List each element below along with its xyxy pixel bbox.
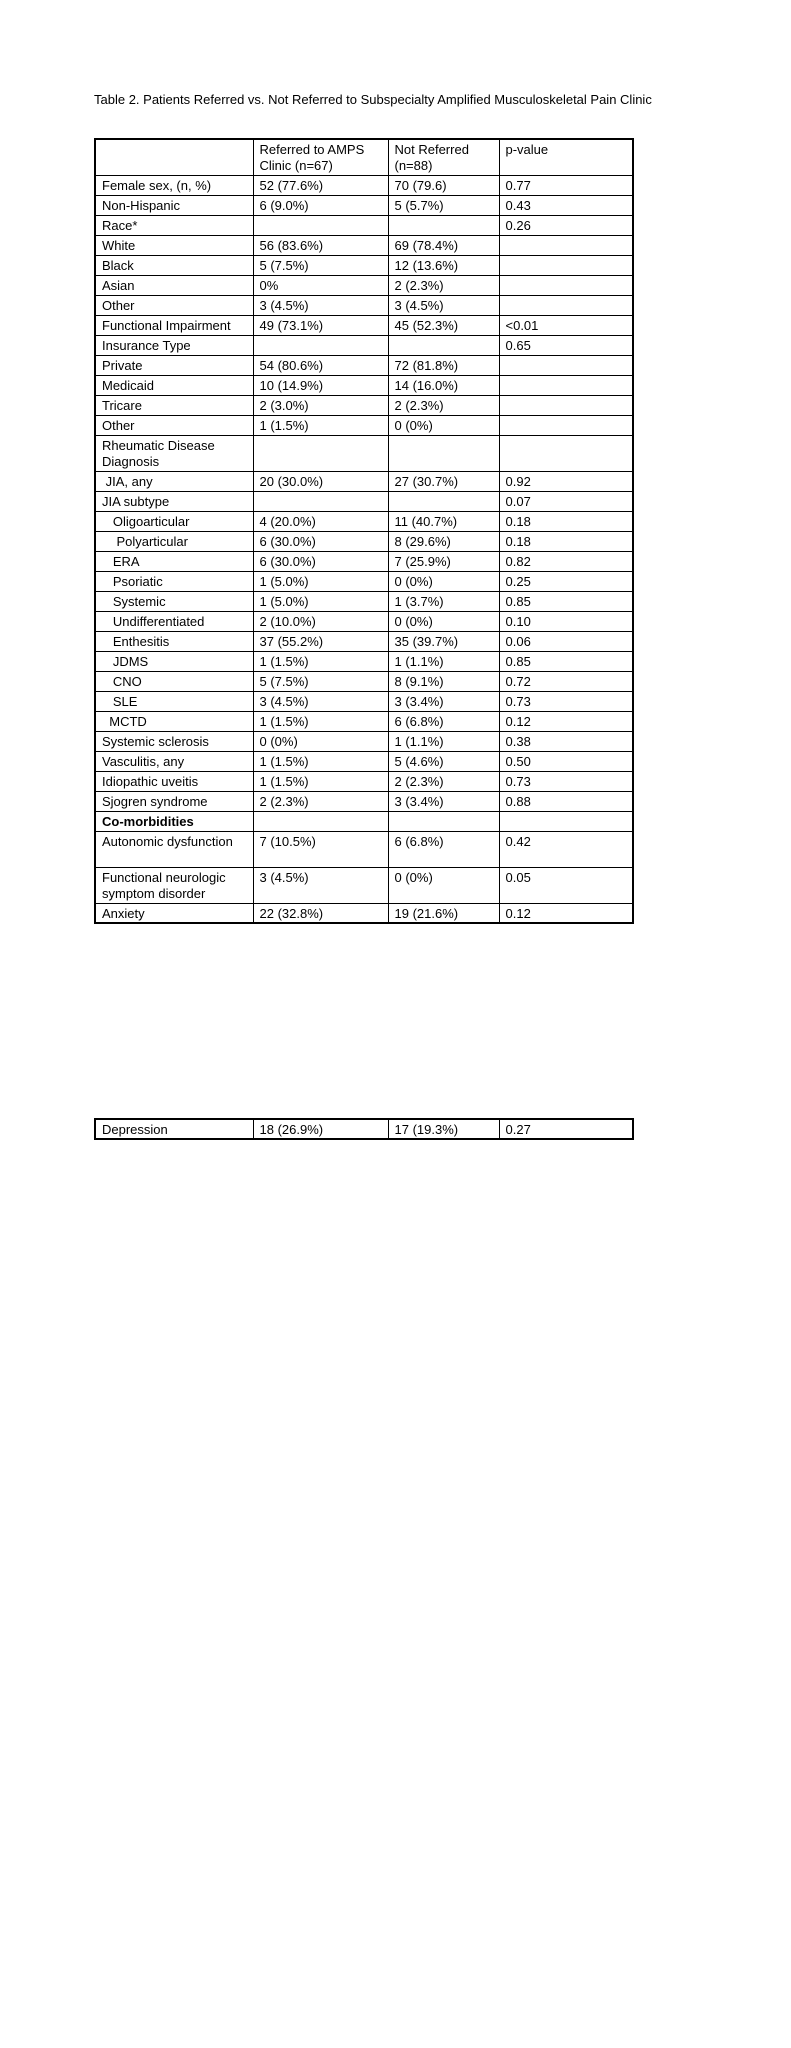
value-cell bbox=[388, 215, 499, 235]
table-row bbox=[95, 435, 633, 471]
row-label-cell: ERA bbox=[95, 551, 253, 571]
value-cell: 2 (10.0%) bbox=[253, 611, 388, 631]
row-label-cell: Oligoarticular bbox=[95, 511, 253, 531]
value-cell bbox=[499, 415, 633, 435]
value-cell: 0.06 bbox=[499, 631, 633, 651]
row-label-cell: Systemic sclerosis bbox=[95, 731, 253, 751]
value-cell: 6 (30.0%) bbox=[253, 531, 388, 551]
row-label-cell: Psoriatic bbox=[95, 571, 253, 591]
table-row bbox=[95, 867, 633, 903]
value-cell: 0.18 bbox=[499, 511, 633, 531]
value-cell: 1 (1.5%) bbox=[253, 415, 388, 435]
value-cell: 0.88 bbox=[499, 791, 633, 811]
value-cell: 0 (0%) bbox=[388, 611, 499, 631]
value-cell bbox=[499, 295, 633, 315]
table-row bbox=[95, 531, 633, 551]
table-row bbox=[95, 415, 633, 435]
table-row bbox=[95, 551, 633, 571]
value-cell bbox=[499, 355, 633, 375]
table-row bbox=[95, 315, 633, 335]
table-row bbox=[95, 235, 633, 255]
value-cell: 0.07 bbox=[499, 491, 633, 511]
value-cell: 0.82 bbox=[499, 551, 633, 571]
value-cell: 1 (1.5%) bbox=[253, 771, 388, 791]
table-row bbox=[95, 355, 633, 375]
value-cell: 0.65 bbox=[499, 335, 633, 355]
value-cell: 8 (9.1%) bbox=[388, 671, 499, 691]
row-label-cell: JIA subtype bbox=[95, 491, 253, 511]
value-cell: 0.10 bbox=[499, 611, 633, 631]
value-cell bbox=[253, 491, 388, 511]
table-row bbox=[95, 175, 633, 195]
row-label-cell: Non-Hispanic bbox=[95, 195, 253, 215]
value-cell: 0.12 bbox=[499, 711, 633, 731]
header-cell bbox=[95, 139, 253, 175]
value-cell: 6 (30.0%) bbox=[253, 551, 388, 571]
table-row bbox=[95, 771, 633, 791]
table-header-row bbox=[95, 139, 633, 175]
value-cell: 45 (52.3%) bbox=[388, 315, 499, 335]
row-label-cell: JDMS bbox=[95, 651, 253, 671]
value-cell: 72 (81.8%) bbox=[388, 355, 499, 375]
value-cell: 17 (19.3%) bbox=[388, 1119, 499, 1139]
value-cell: 20 (30.0%) bbox=[253, 471, 388, 491]
row-label-cell: Asian bbox=[95, 275, 253, 295]
header-cell: Referred to AMPS Clinic (n=67) bbox=[253, 139, 388, 175]
value-cell: 6 (6.8%) bbox=[388, 711, 499, 731]
value-cell bbox=[499, 811, 633, 831]
value-cell: 37 (55.2%) bbox=[253, 631, 388, 651]
row-label-cell: Functional Impairment bbox=[95, 315, 253, 335]
value-cell: 3 (3.4%) bbox=[388, 691, 499, 711]
row-label-cell: Undifferentiated bbox=[95, 611, 253, 631]
table-row bbox=[95, 791, 633, 811]
value-cell: 54 (80.6%) bbox=[253, 355, 388, 375]
value-cell: 5 (7.5%) bbox=[253, 671, 388, 691]
value-cell: 5 (7.5%) bbox=[253, 255, 388, 275]
row-label-cell: Depression bbox=[95, 1119, 253, 1139]
value-cell: 3 (4.5%) bbox=[253, 691, 388, 711]
value-cell bbox=[253, 435, 388, 471]
table-row bbox=[95, 711, 633, 731]
value-cell: 12 (13.6%) bbox=[388, 255, 499, 275]
value-cell: 0.73 bbox=[499, 691, 633, 711]
value-cell: 0.25 bbox=[499, 571, 633, 591]
header-cell: p-value bbox=[499, 139, 633, 175]
value-cell: 1 (1.5%) bbox=[253, 751, 388, 771]
table-row bbox=[95, 215, 633, 235]
value-cell: 8 (29.6%) bbox=[388, 531, 499, 551]
table-row bbox=[95, 335, 633, 355]
row-label-cell: Other bbox=[95, 295, 253, 315]
value-cell bbox=[388, 491, 499, 511]
value-cell: 0 (0%) bbox=[388, 415, 499, 435]
value-cell: 0 (0%) bbox=[388, 571, 499, 591]
row-label-cell: Medicaid bbox=[95, 375, 253, 395]
table-row bbox=[95, 375, 633, 395]
value-cell: 1 (1.5%) bbox=[253, 711, 388, 731]
value-cell: 18 (26.9%) bbox=[253, 1119, 388, 1139]
value-cell: 69 (78.4%) bbox=[388, 235, 499, 255]
value-cell: 0.85 bbox=[499, 591, 633, 611]
value-cell: 0.77 bbox=[499, 175, 633, 195]
value-cell: 3 (4.5%) bbox=[388, 295, 499, 315]
value-cell: 5 (4.6%) bbox=[388, 751, 499, 771]
value-cell bbox=[388, 335, 499, 355]
row-label-cell: Sjogren syndrome bbox=[95, 791, 253, 811]
value-cell: 3 (3.4%) bbox=[388, 791, 499, 811]
value-cell: 0.85 bbox=[499, 651, 633, 671]
value-cell: 27 (30.7%) bbox=[388, 471, 499, 491]
row-label-cell: Vasculitis, any bbox=[95, 751, 253, 771]
value-cell bbox=[499, 235, 633, 255]
row-label-cell: CNO bbox=[95, 671, 253, 691]
value-cell: 3 (4.5%) bbox=[253, 295, 388, 315]
data-table-continuation bbox=[94, 1118, 634, 1140]
value-cell: 14 (16.0%) bbox=[388, 375, 499, 395]
value-cell: 49 (73.1%) bbox=[253, 315, 388, 335]
value-cell bbox=[388, 435, 499, 471]
table-row bbox=[95, 731, 633, 751]
table-row bbox=[95, 591, 633, 611]
header-cell: Not Referred (n=88) bbox=[388, 139, 499, 175]
table-row bbox=[95, 275, 633, 295]
value-cell: 0 (0%) bbox=[388, 867, 499, 903]
value-cell: 3 (4.5%) bbox=[253, 867, 388, 903]
row-label-cell: Rheumatic Disease Diagnosis bbox=[95, 435, 253, 471]
row-label-cell: Other bbox=[95, 415, 253, 435]
row-label-cell: Tricare bbox=[95, 395, 253, 415]
value-cell: 0.38 bbox=[499, 731, 633, 751]
value-cell: 7 (10.5%) bbox=[253, 831, 388, 867]
table-row bbox=[95, 811, 633, 831]
value-cell: 5 (5.7%) bbox=[388, 195, 499, 215]
value-cell: 10 (14.9%) bbox=[253, 375, 388, 395]
value-cell: 0 (0%) bbox=[253, 731, 388, 751]
value-cell: 0.12 bbox=[499, 903, 633, 923]
value-cell: <0.01 bbox=[499, 315, 633, 335]
value-cell: 11 (40.7%) bbox=[388, 511, 499, 531]
value-cell: 1 (1.1%) bbox=[388, 731, 499, 751]
table-caption: Table 2. Patients Referred vs. Not Referred to Subspecialty Amplified Musculoskeletal Pain Clinic bbox=[94, 92, 652, 107]
row-label-cell: MCTD bbox=[95, 711, 253, 731]
value-cell: 4 (20.0%) bbox=[253, 511, 388, 531]
table-row bbox=[95, 651, 633, 671]
value-cell: 2 (2.3%) bbox=[253, 791, 388, 811]
row-label-cell: Black bbox=[95, 255, 253, 275]
value-cell: 0.73 bbox=[499, 771, 633, 791]
table-row bbox=[95, 491, 633, 511]
table-row bbox=[95, 511, 633, 531]
table-row bbox=[95, 1119, 633, 1139]
value-cell: 1 (5.0%) bbox=[253, 571, 388, 591]
value-cell: 6 (6.8%) bbox=[388, 831, 499, 867]
table-row bbox=[95, 195, 633, 215]
row-label-cell: Autonomic dysfunction bbox=[95, 831, 253, 867]
value-cell: 35 (39.7%) bbox=[388, 631, 499, 651]
value-cell: 52 (77.6%) bbox=[253, 175, 388, 195]
value-cell bbox=[253, 335, 388, 355]
value-cell: 0.27 bbox=[499, 1119, 633, 1139]
value-cell: 0.43 bbox=[499, 195, 633, 215]
value-cell: 0.05 bbox=[499, 867, 633, 903]
data-table bbox=[94, 138, 634, 924]
value-cell: 2 (2.3%) bbox=[388, 395, 499, 415]
value-cell: 7 (25.9%) bbox=[388, 551, 499, 571]
value-cell: 2 (2.3%) bbox=[388, 275, 499, 295]
row-label-cell: Functional neurologic symptom disorder bbox=[95, 867, 253, 903]
value-cell bbox=[499, 435, 633, 471]
table-row bbox=[95, 903, 633, 923]
row-label-cell: JIA, any bbox=[95, 471, 253, 491]
table-row bbox=[95, 671, 633, 691]
value-cell: 2 (3.0%) bbox=[253, 395, 388, 415]
table-row bbox=[95, 631, 633, 651]
row-label-cell: Insurance Type bbox=[95, 335, 253, 355]
value-cell bbox=[499, 275, 633, 295]
value-cell bbox=[499, 375, 633, 395]
row-label-cell: Systemic bbox=[95, 591, 253, 611]
table-row bbox=[95, 571, 633, 591]
value-cell: 0.72 bbox=[499, 671, 633, 691]
table-row bbox=[95, 691, 633, 711]
row-label-cell: SLE bbox=[95, 691, 253, 711]
row-label-cell: Private bbox=[95, 355, 253, 375]
value-cell: 0.26 bbox=[499, 215, 633, 235]
value-cell: 70 (79.6) bbox=[388, 175, 499, 195]
value-cell: 0.50 bbox=[499, 751, 633, 771]
value-cell bbox=[253, 215, 388, 235]
value-cell: 2 (2.3%) bbox=[388, 771, 499, 791]
table-row bbox=[95, 471, 633, 491]
table-row bbox=[95, 255, 633, 275]
value-cell: 22 (32.8%) bbox=[253, 903, 388, 923]
row-label-cell: Idiopathic uveitis bbox=[95, 771, 253, 791]
value-cell: 1 (1.5%) bbox=[253, 651, 388, 671]
value-cell: 0.42 bbox=[499, 831, 633, 867]
value-cell: 1 (1.1%) bbox=[388, 651, 499, 671]
table-row bbox=[95, 611, 633, 631]
row-label-cell: Female sex, (n, %) bbox=[95, 175, 253, 195]
table-row bbox=[95, 831, 633, 867]
value-cell bbox=[253, 811, 388, 831]
table-row bbox=[95, 295, 633, 315]
row-label-cell: Co-morbidities bbox=[95, 811, 253, 831]
row-label-cell: Enthesitis bbox=[95, 631, 253, 651]
row-label-cell: Anxiety bbox=[95, 903, 253, 923]
value-cell bbox=[388, 811, 499, 831]
value-cell bbox=[499, 255, 633, 275]
value-cell: 6 (9.0%) bbox=[253, 195, 388, 215]
value-cell: 0.18 bbox=[499, 531, 633, 551]
value-cell: 1 (5.0%) bbox=[253, 591, 388, 611]
table-row bbox=[95, 751, 633, 771]
table-row bbox=[95, 395, 633, 415]
value-cell: 56 (83.6%) bbox=[253, 235, 388, 255]
value-cell: 0.92 bbox=[499, 471, 633, 491]
value-cell: 19 (21.6%) bbox=[388, 903, 499, 923]
value-cell: 0% bbox=[253, 275, 388, 295]
value-cell bbox=[499, 395, 633, 415]
row-label-cell: White bbox=[95, 235, 253, 255]
row-label-cell: Polyarticular bbox=[95, 531, 253, 551]
row-label-cell: Race* bbox=[95, 215, 253, 235]
value-cell: 1 (3.7%) bbox=[388, 591, 499, 611]
